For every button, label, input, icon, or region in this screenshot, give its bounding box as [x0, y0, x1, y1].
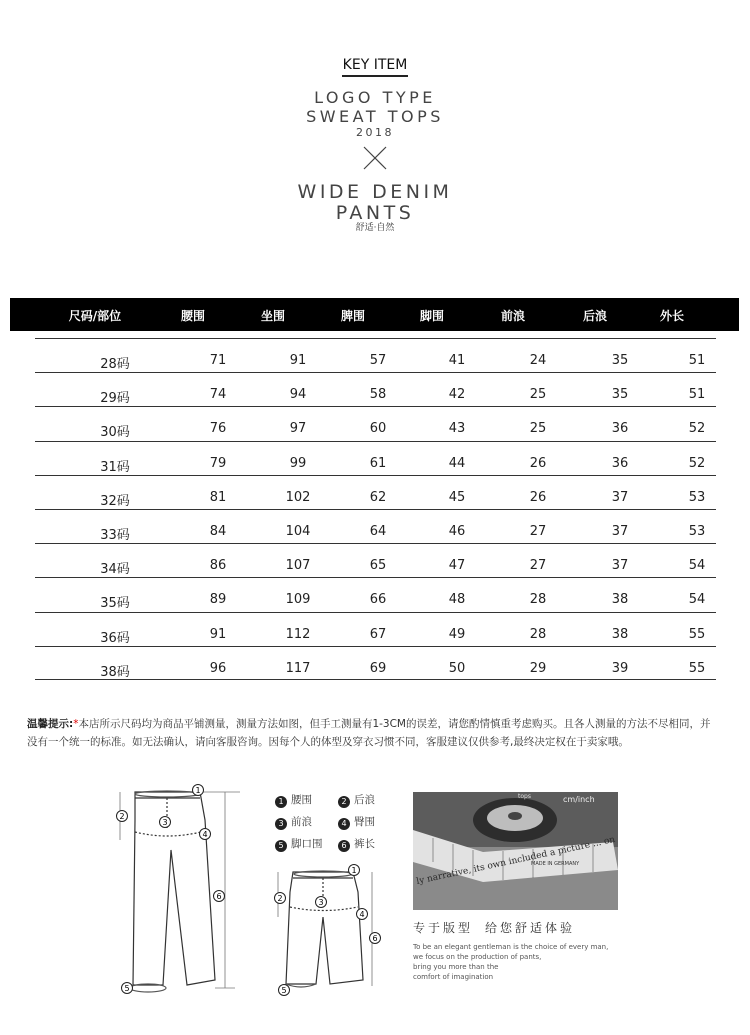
table-row	[35, 612, 716, 646]
key-item-label: KEY ITEM	[0, 57, 750, 77]
photo-description	[413, 942, 633, 982]
size-cell: 28码	[100, 357, 130, 372]
measurement-cell: 86	[209, 558, 227, 574]
legend-item	[275, 792, 312, 808]
measurement-cell: 35	[611, 387, 629, 403]
measurement-cell: 37	[611, 558, 629, 574]
caption-right: 给您舒适体验	[485, 921, 576, 935]
measurement-cell: 91	[209, 626, 227, 642]
marker-3: 3	[162, 818, 168, 827]
title-year: 2018	[356, 126, 394, 139]
measurement-cell: 46	[448, 523, 466, 539]
measurement-cell: 26	[529, 455, 547, 471]
legend-number: 6	[338, 840, 350, 852]
legend-label: 裤长	[354, 838, 375, 850]
column-header: 尺码/部位	[68, 309, 122, 323]
measurement-cell: 67	[369, 626, 387, 642]
legend-label: 腰围	[291, 794, 312, 806]
measurement-cell: 53	[688, 523, 706, 539]
table-row	[35, 646, 716, 680]
legend-item	[275, 836, 323, 852]
measurement-cell: 43	[448, 421, 466, 437]
size-cell: 32码	[100, 493, 130, 509]
measurement-cell: 97	[289, 421, 307, 437]
column-header: 后浪	[582, 309, 607, 323]
measurement-cell: 25	[529, 421, 547, 437]
measurement-cell: 62	[369, 489, 387, 505]
legend-number: 1	[275, 796, 287, 808]
marker-4: 4	[202, 830, 208, 839]
tagline: 舒适·自然	[355, 223, 395, 233]
title-wide-denim: WIDE DENIM	[297, 181, 453, 203]
tape-measure-illustration	[413, 792, 618, 910]
legend-item	[275, 814, 312, 830]
measurement-cell: 61	[369, 455, 387, 471]
tape-text-germany: MADE IN GERMANY	[531, 861, 580, 867]
size-notice	[27, 715, 717, 751]
measurement-cell: 37	[611, 489, 629, 505]
marker-5: 5	[124, 984, 130, 993]
legend-number: 4	[338, 818, 350, 830]
measurement-cell: 48	[448, 592, 466, 608]
table-row	[35, 475, 716, 509]
tape-text-tops: tops	[518, 793, 531, 800]
marker-1: 1	[351, 866, 357, 875]
table-row	[35, 338, 716, 372]
table-row	[35, 577, 716, 611]
measurement-cell: 54	[688, 558, 706, 574]
long-pants-diagram	[105, 780, 265, 1000]
measurement-cell: 53	[688, 489, 706, 505]
notice-label: 温馨提示:	[27, 718, 74, 730]
measurement-cell: 84	[209, 523, 227, 539]
measurement-cell: 99	[289, 455, 307, 471]
brand-header	[0, 0, 750, 270]
column-header: 坐围	[260, 309, 285, 323]
measurement-cell: 26	[529, 489, 547, 505]
measurement-cell: 29	[529, 660, 547, 676]
measurement-cell: 42	[448, 387, 466, 403]
measurement-cell: 55	[688, 660, 706, 676]
legend-label: 臀围	[354, 816, 375, 828]
column-header: 前浪	[500, 309, 525, 323]
marker-4: 4	[359, 910, 365, 919]
size-cell: 30码	[100, 425, 130, 441]
size-cell: 36码	[100, 630, 130, 646]
measurement-cell: 38	[611, 626, 629, 642]
measurement-cell: 112	[285, 626, 311, 642]
marker-2: 2	[119, 812, 125, 821]
table-row	[35, 441, 716, 475]
measurement-cell: 51	[688, 387, 706, 403]
notice-star: *	[73, 718, 79, 730]
caption-left: 专于版型	[413, 921, 474, 935]
measurement-cell: 35	[611, 353, 629, 368]
measurement-cell: 107	[285, 558, 311, 574]
tape-text-cm: cm/inch	[563, 795, 595, 804]
measurement-cell: 104	[285, 523, 311, 539]
measurement-cell: 109	[285, 592, 311, 608]
measurement-cell: 39	[611, 660, 629, 676]
marker-5: 5	[281, 986, 287, 995]
desc-line: bring you more than the	[413, 963, 499, 971]
measurement-cell: 45	[448, 489, 466, 505]
notice-text: 本店所示尺码均为商品平铺测量，测量方法如图，但手工测量有1-3CM的误差，请您酌情慎重考虑购买。且各人测量的方法不尽相同，并没有一个统一的标准。如无法确认，请向客服咨询。因每个人的体型及穿衣习惯不同，客服建议仅供参考,最终决定权在于卖家哦。	[27, 718, 711, 748]
table-row	[35, 406, 716, 440]
title-logo-type: LOGO TYPE	[314, 88, 436, 107]
measurement-cell: 81	[209, 489, 227, 505]
measurement-cell: 60	[369, 421, 387, 437]
column-header: 脚围	[419, 309, 444, 323]
column-header: 脾围	[340, 309, 365, 323]
measurement-cell: 117	[285, 660, 311, 676]
measurement-cell: 76	[209, 421, 227, 437]
legend-label: 后浪	[354, 794, 375, 806]
measurement-cell: 65	[369, 558, 387, 574]
measurement-cell: 55	[688, 626, 706, 642]
measurement-cell: 102	[285, 489, 311, 505]
title-sweat-tops: SWEAT TOPS	[306, 107, 444, 126]
table-row	[35, 509, 716, 543]
measurement-cell: 52	[688, 421, 706, 437]
measurement-cell: 41	[448, 353, 466, 368]
marker-1: 1	[195, 786, 201, 795]
legend-item	[338, 836, 375, 852]
size-table-header	[10, 298, 739, 331]
column-header: 腰围	[180, 309, 205, 323]
size-table-body	[35, 338, 716, 680]
legend-label: 脚口围	[291, 838, 323, 850]
size-cell: 38码	[100, 664, 130, 680]
marker-6: 6	[372, 934, 378, 943]
measurement-cell: 37	[611, 523, 629, 539]
measurement-cell: 28	[529, 626, 547, 642]
measurement-cell: 50	[448, 660, 466, 676]
measurement-cell: 54	[688, 592, 706, 608]
measurement-cell: 58	[369, 387, 387, 403]
legend-number: 2	[338, 796, 350, 808]
measurement-cell: 28	[529, 592, 547, 608]
size-cell: 29码	[100, 391, 130, 407]
measurement-cell: 52	[688, 455, 706, 471]
measurement-cell: 57	[369, 353, 387, 368]
measurement-cell: 71	[209, 353, 227, 368]
cross-x-icon	[362, 145, 388, 171]
measurement-cell: 25	[529, 387, 547, 403]
measurement-cell: 47	[448, 558, 466, 574]
measurement-cell: 66	[369, 592, 387, 608]
measurement-cell: 38	[611, 592, 629, 608]
diagram-markers-short	[275, 865, 381, 996]
measurement-cell: 91	[289, 353, 307, 368]
measurement-cell: 36	[611, 421, 629, 437]
desc-line: comfort of imagination	[413, 973, 494, 981]
measurement-cell: 49	[448, 626, 466, 642]
legend-item	[338, 814, 375, 830]
measurement-cell: 27	[529, 523, 547, 539]
shorts-diagram	[268, 862, 388, 1002]
table-row	[35, 372, 716, 406]
marker-3: 3	[318, 898, 324, 907]
measurement-cell: 44	[448, 455, 466, 471]
size-cell: 35码	[100, 596, 130, 612]
size-cell: 33码	[100, 527, 130, 543]
title-pants: PANTS	[335, 202, 415, 224]
measurement-cell: 79	[209, 455, 227, 471]
table-row	[35, 543, 716, 577]
measurement-cell: 51	[688, 353, 706, 368]
measurement-cell: 94	[289, 387, 307, 403]
tape-measure-photo	[413, 792, 618, 910]
measurement-cell: 64	[369, 523, 387, 539]
legend-label: 前浪	[291, 816, 312, 828]
measurement-cell: 27	[529, 558, 547, 574]
photo-caption	[413, 919, 575, 936]
measurement-cell: 36	[611, 455, 629, 471]
measurement-cell: 24	[529, 353, 547, 368]
desc-line: To be an elegant gentleman is the choice of every man,	[413, 943, 609, 951]
legend-number: 5	[275, 840, 287, 852]
marker-2: 2	[277, 894, 283, 903]
legend-item	[338, 792, 375, 808]
column-header: 外长	[659, 309, 684, 323]
desc-line: we focus on the production of pants,	[413, 953, 542, 961]
measurement-cell: 69	[369, 660, 387, 676]
measurement-cell: 74	[209, 387, 227, 403]
measurement-cell: 96	[209, 660, 227, 676]
legend-number: 3	[275, 818, 287, 830]
size-cell: 34码	[100, 562, 130, 578]
size-cell: 31码	[100, 459, 130, 475]
measurement-cell: 89	[209, 592, 227, 608]
marker-6: 6	[216, 892, 222, 901]
